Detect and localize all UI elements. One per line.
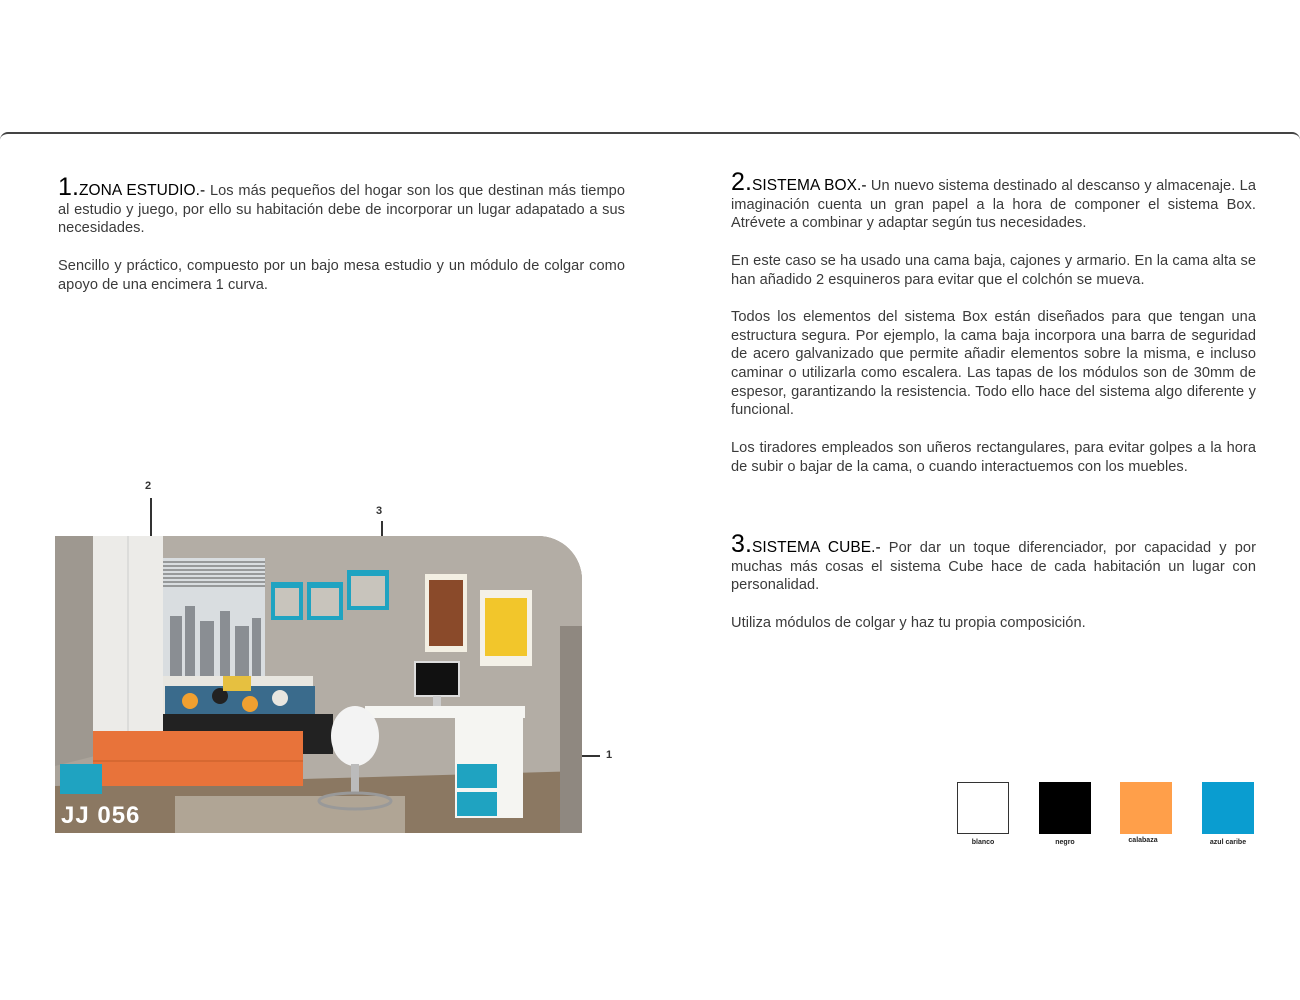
- swatch-label: azul caribe: [1209, 839, 1247, 846]
- section-paragraph: 3.SISTEMA CUBE.- Por dar un toque diferenciador, por capacidad y por muchas más cosas el sistema Cube hace de cada habitación un lugar con personalidad.: [731, 530, 1256, 594]
- section-heading: 2.SISTEMA BOX.-: [731, 168, 867, 196]
- section-paragraph: 1.ZONA ESTUDIO.- Los más pequeños del hogar son los que destinan más tiempo al estudio y juego, por ello su habitación debe de incorporar un lugar adapatado a sus necesidades.: [58, 173, 626, 237]
- swatch-blanco: [957, 782, 1009, 834]
- room-illustration: [55, 536, 582, 833]
- section-paragraph: Utiliza módulos de colgar y haz tu propia composición.: [731, 614, 1086, 631]
- section-sistema-box: [731, 168, 1256, 495]
- photo-code: JJ 056: [61, 802, 141, 829]
- swatch-label: calabaza: [1128, 837, 1158, 844]
- callout-number-1: 1: [606, 749, 613, 761]
- section-sistema-cube: [731, 530, 1256, 651]
- section-paragraph: Todos los elementos del sistema Box están diseñados para que tengan una estructura segura. Por ejemplo, la cama baja incorpora una barra de seguridad de acero galvanizado que permite añadir elementos sobre la misma, e incluso caminar o utilizarla como escalera. Las tapas de los módulos son de 30mm de espesor, garantizando la resistencia. Todo ello hace del sistema algo diferente y funcional.: [731, 308, 1256, 419]
- swatch-label: blanco: [971, 839, 995, 846]
- swatch-azul-caribe: [1202, 782, 1254, 834]
- room-photo: [55, 536, 582, 833]
- section-paragraph: 2.SISTEMA BOX.- Un nuevo sistema destinado al descanso y almacenaje. La imaginación cuenta un gran papel a la hora de componer el sistema Box. Atrévete a combinar y adaptar según tus necesidades.: [731, 168, 1256, 232]
- callout-number-2: 2: [145, 480, 152, 492]
- swatch-negro: [1039, 782, 1091, 834]
- section-zona-estudio: [58, 173, 626, 313]
- section-paragraph: Sencillo y práctico, compuesto por un bajo mesa estudio y un módulo de colgar como apoyo de una encimera 1 curva.: [58, 257, 625, 293]
- section-paragraph: En este caso se ha usado una cama baja, cajones y armario. En la cama alta se han añadido 2 esquineros para evitar que el colchón se mueva.: [731, 252, 1256, 288]
- section-heading: 3.SISTEMA CUBE.-: [731, 530, 881, 558]
- swatch-calabaza: [1120, 782, 1172, 834]
- callout-number-3: 3: [376, 505, 383, 517]
- section-paragraph: Los tiradores empleados son uñeros rectangulares, para evitar golpes a la hora de subir o bajar de la cama, o cuando interactuemos con los muebles.: [731, 439, 1256, 475]
- section-heading: 1.ZONA ESTUDIO.-: [58, 173, 206, 201]
- swatch-label: negro: [1055, 839, 1075, 846]
